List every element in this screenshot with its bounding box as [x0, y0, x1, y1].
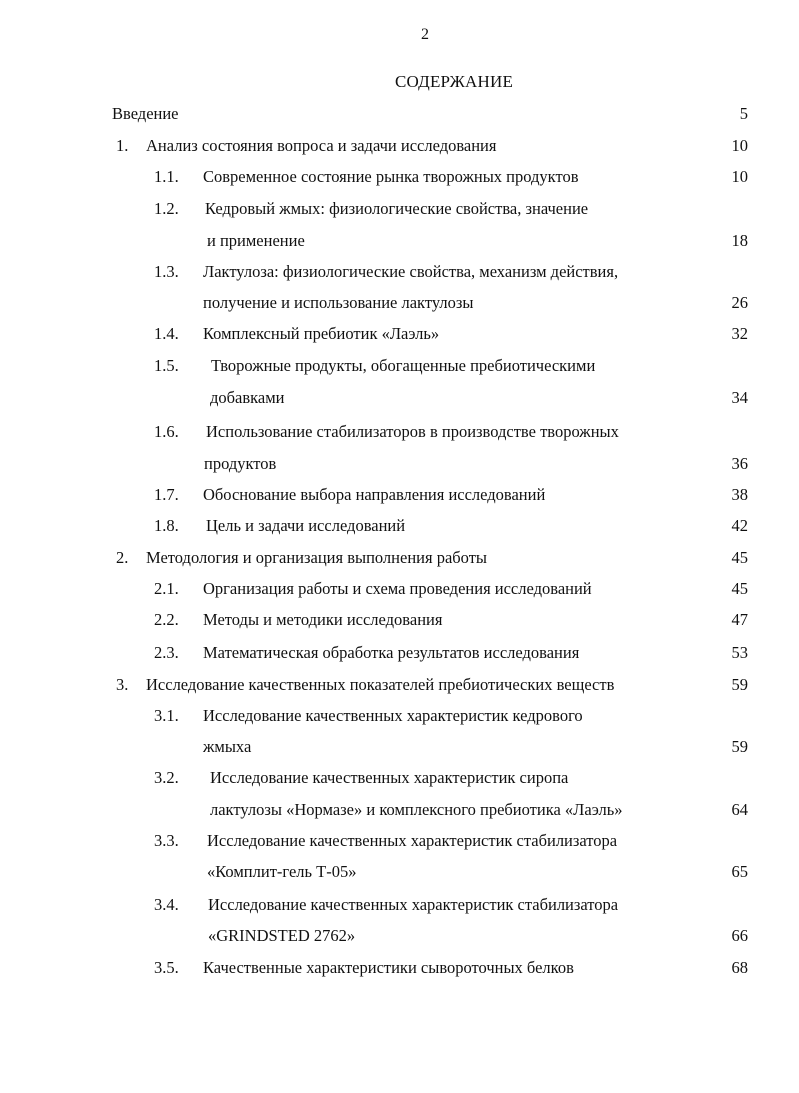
- toc-entry-title-line: жмыха: [203, 737, 252, 756]
- toc-entry-title-line: добавками: [210, 388, 285, 407]
- toc-entry-number: 1.7.: [154, 485, 179, 504]
- toc-entry-number: 3.1.: [154, 706, 179, 725]
- toc-entry-number: 1.8.: [154, 516, 179, 535]
- toc-entry-page: 26: [731, 293, 748, 312]
- toc-entry-number: 3.5.: [154, 958, 179, 977]
- toc-entry-title-line: получение и использование лактулозы: [203, 293, 474, 312]
- toc-entry-number: 2.: [116, 548, 129, 567]
- toc-entry-page: 10: [731, 136, 748, 155]
- toc-entry-number: 3.2.: [154, 768, 179, 787]
- toc-entry-title-line: Обоснование выбора направления исследований: [203, 485, 546, 504]
- toc-entry-number: 1.: [116, 136, 129, 155]
- toc-entry-number: 2.1.: [154, 579, 179, 598]
- toc-entry-number: 3.3.: [154, 831, 179, 850]
- toc-title: СОДЕРЖАНИЕ: [395, 72, 514, 91]
- toc-entry-page: 38: [731, 485, 748, 504]
- toc-entry-number: 1.3.: [154, 262, 179, 281]
- toc-entry-page: 42: [731, 516, 748, 535]
- toc-entry-title-line: Исследование качественных характеристик стабилизатора: [208, 895, 619, 914]
- toc-entry-page: 47: [731, 610, 748, 629]
- toc-entry-page: 66: [731, 926, 748, 945]
- toc-entry-number: 3.: [116, 675, 129, 694]
- toc-entry-page: 36: [731, 454, 748, 473]
- toc-entry-title-line: Организация работы и схема проведения исследований: [203, 579, 592, 598]
- toc-entry-page: 34: [731, 388, 748, 407]
- toc-entry-page: 64: [731, 800, 748, 819]
- toc-entry-title-line: Математическая обработка результатов исследования: [203, 643, 580, 662]
- toc-entry-number: 1.6.: [154, 422, 179, 441]
- toc-entry-title-line: Качественные характеристики сывороточных белков: [203, 958, 574, 977]
- toc-entry-title-line: Введение: [112, 104, 179, 123]
- toc-entry-title-line: Современное состояние рынка творожных продуктов: [203, 167, 579, 186]
- toc-entry-title-line: Методы и методики исследования: [203, 610, 443, 629]
- toc-entry-page: 59: [731, 737, 748, 756]
- toc-entry-title-line: и применение: [207, 231, 305, 250]
- toc-entry-title-line: «GRINDSTED 2762»: [208, 926, 356, 945]
- toc-entry-title-line: Использование стабилизаторов в производстве творожных: [206, 422, 619, 441]
- page-number: 2: [421, 26, 429, 43]
- toc-entry-page: 65: [731, 862, 748, 881]
- toc-entry-page: 5: [739, 104, 748, 123]
- toc-entry-title-line: Цель и задачи исследований: [206, 516, 406, 535]
- toc-entry-number: 2.2.: [154, 610, 179, 629]
- toc-entry-title-line: лактулозы «Нормазе» и комплексного пребиотика «Лаэль»: [210, 800, 623, 819]
- toc-entry-page: 59: [731, 675, 748, 694]
- toc-entry-title-line: Исследование качественных характеристик сиропа: [210, 768, 569, 787]
- toc-entry-number: 1.5.: [154, 356, 179, 375]
- toc-entry-number: 2.3.: [154, 643, 179, 662]
- toc-entry-title-line: Исследование качественных показателей пребиотических веществ: [146, 675, 615, 694]
- toc-entry-title-line: Лактулоза: физиологические свойства, механизм действия,: [203, 262, 619, 281]
- toc-entry-title-line: Методология и организация выполнения работы: [146, 548, 487, 567]
- toc-entry-title-line: Исследование качественных характеристик кедрового: [203, 706, 583, 725]
- toc-entry-page: 45: [731, 579, 748, 598]
- toc-entry-number: 1.4.: [154, 324, 179, 343]
- toc-entry-title-line: Комплексный пребиотик «Лаэль»: [203, 324, 440, 343]
- toc-entry-number: 3.4.: [154, 895, 179, 914]
- toc-entry-page: 45: [731, 548, 748, 567]
- toc-entry-page: 18: [731, 231, 748, 250]
- toc-entry-page: 32: [731, 324, 748, 343]
- toc-entry-number: 1.1.: [154, 167, 179, 186]
- toc-entry-number: 1.2.: [154, 199, 179, 218]
- toc-entry-page: 68: [731, 958, 748, 977]
- toc-entry-title-line: «Комплит-гель Т-05»: [207, 862, 357, 881]
- toc-entry-title-line: Кедровый жмых: физиологические свойства, значение: [205, 199, 589, 218]
- toc-entry-title-line: Творожные продукты, обогащенные пребиотическими: [211, 356, 596, 375]
- toc-entry-title-line: Исследование качественных характеристик стабилизатора: [207, 831, 618, 850]
- toc-entry-title-line: Анализ состояния вопроса и задачи исследования: [146, 136, 497, 155]
- toc-entry-page: 10: [731, 167, 748, 186]
- toc-entry-page: 53: [731, 643, 748, 662]
- toc-entry-title-line: продуктов: [204, 454, 277, 473]
